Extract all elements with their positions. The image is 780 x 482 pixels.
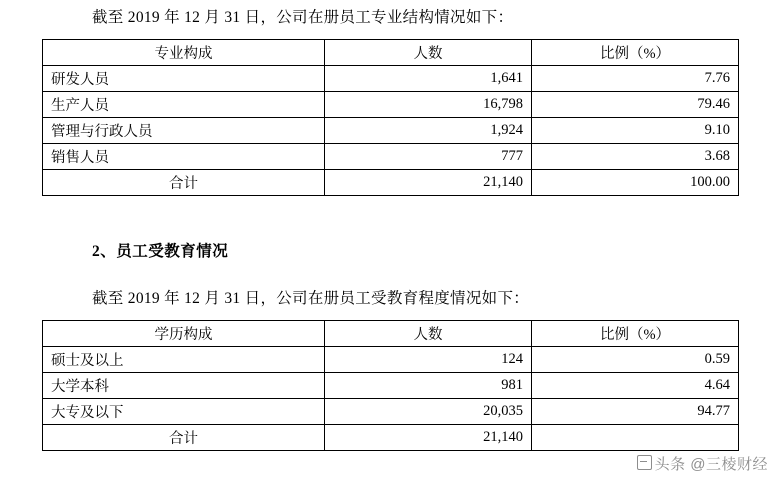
header-category: 学历构成	[43, 321, 325, 347]
professional-structure-table	[42, 39, 739, 196]
section-heading-education: 2、员工受教育情况	[92, 243, 229, 260]
table-row	[43, 144, 739, 170]
row-category: 生产人员	[43, 92, 325, 118]
header-count: 人数	[325, 40, 532, 66]
row-category: 销售人员	[43, 144, 325, 170]
table-header-row	[43, 321, 739, 347]
watermark	[637, 453, 768, 474]
intro-paragraph-education: 截至 2019 年 12 月 31 日，公司在册员工受教育程度情况如下：	[92, 290, 530, 307]
total-ratio: 100.00	[532, 170, 739, 196]
toutiao-logo-icon	[637, 455, 652, 470]
row-count: 777	[325, 144, 532, 170]
row-category: 大专及以下	[43, 399, 325, 425]
row-count: 124	[325, 347, 532, 373]
table-row	[43, 118, 739, 144]
row-ratio: 0.59	[532, 347, 739, 373]
table-row	[43, 373, 739, 399]
header-category: 专业构成	[43, 40, 325, 66]
row-ratio: 79.46	[532, 92, 739, 118]
row-count: 981	[325, 373, 532, 399]
row-category: 研发人员	[43, 66, 325, 92]
row-ratio: 94.77	[532, 399, 739, 425]
row-category: 管理与行政人员	[43, 118, 325, 144]
table-row	[43, 92, 739, 118]
total-count: 21,140	[325, 170, 532, 196]
table-row	[43, 347, 739, 373]
header-ratio: 比例（%）	[532, 321, 739, 347]
total-label: 合计	[43, 170, 325, 196]
row-category: 大学本科	[43, 373, 325, 399]
total-ratio	[532, 425, 739, 451]
row-count: 16,798	[325, 92, 532, 118]
row-ratio: 3.68	[532, 144, 739, 170]
table-header-row	[43, 40, 739, 66]
row-count: 1,924	[325, 118, 532, 144]
table-total-row	[43, 170, 739, 196]
watermark-text: 头条 @三棱财经	[654, 456, 768, 473]
total-count: 21,140	[325, 425, 532, 451]
total-label: 合计	[43, 425, 325, 451]
row-category: 硕士及以上	[43, 347, 325, 373]
table-total-row	[43, 425, 739, 451]
intro-paragraph-professional: 截至 2019 年 12 月 31 日，公司在册员工专业结构情况如下：	[92, 9, 514, 26]
table-row	[43, 66, 739, 92]
header-count: 人数	[325, 321, 532, 347]
row-ratio: 9.10	[532, 118, 739, 144]
education-structure-table	[42, 320, 739, 451]
row-ratio: 4.64	[532, 373, 739, 399]
table-row	[43, 399, 739, 425]
row-count: 20,035	[325, 399, 532, 425]
header-ratio: 比例（%）	[532, 40, 739, 66]
row-count: 1,641	[325, 66, 532, 92]
row-ratio: 7.76	[532, 66, 739, 92]
